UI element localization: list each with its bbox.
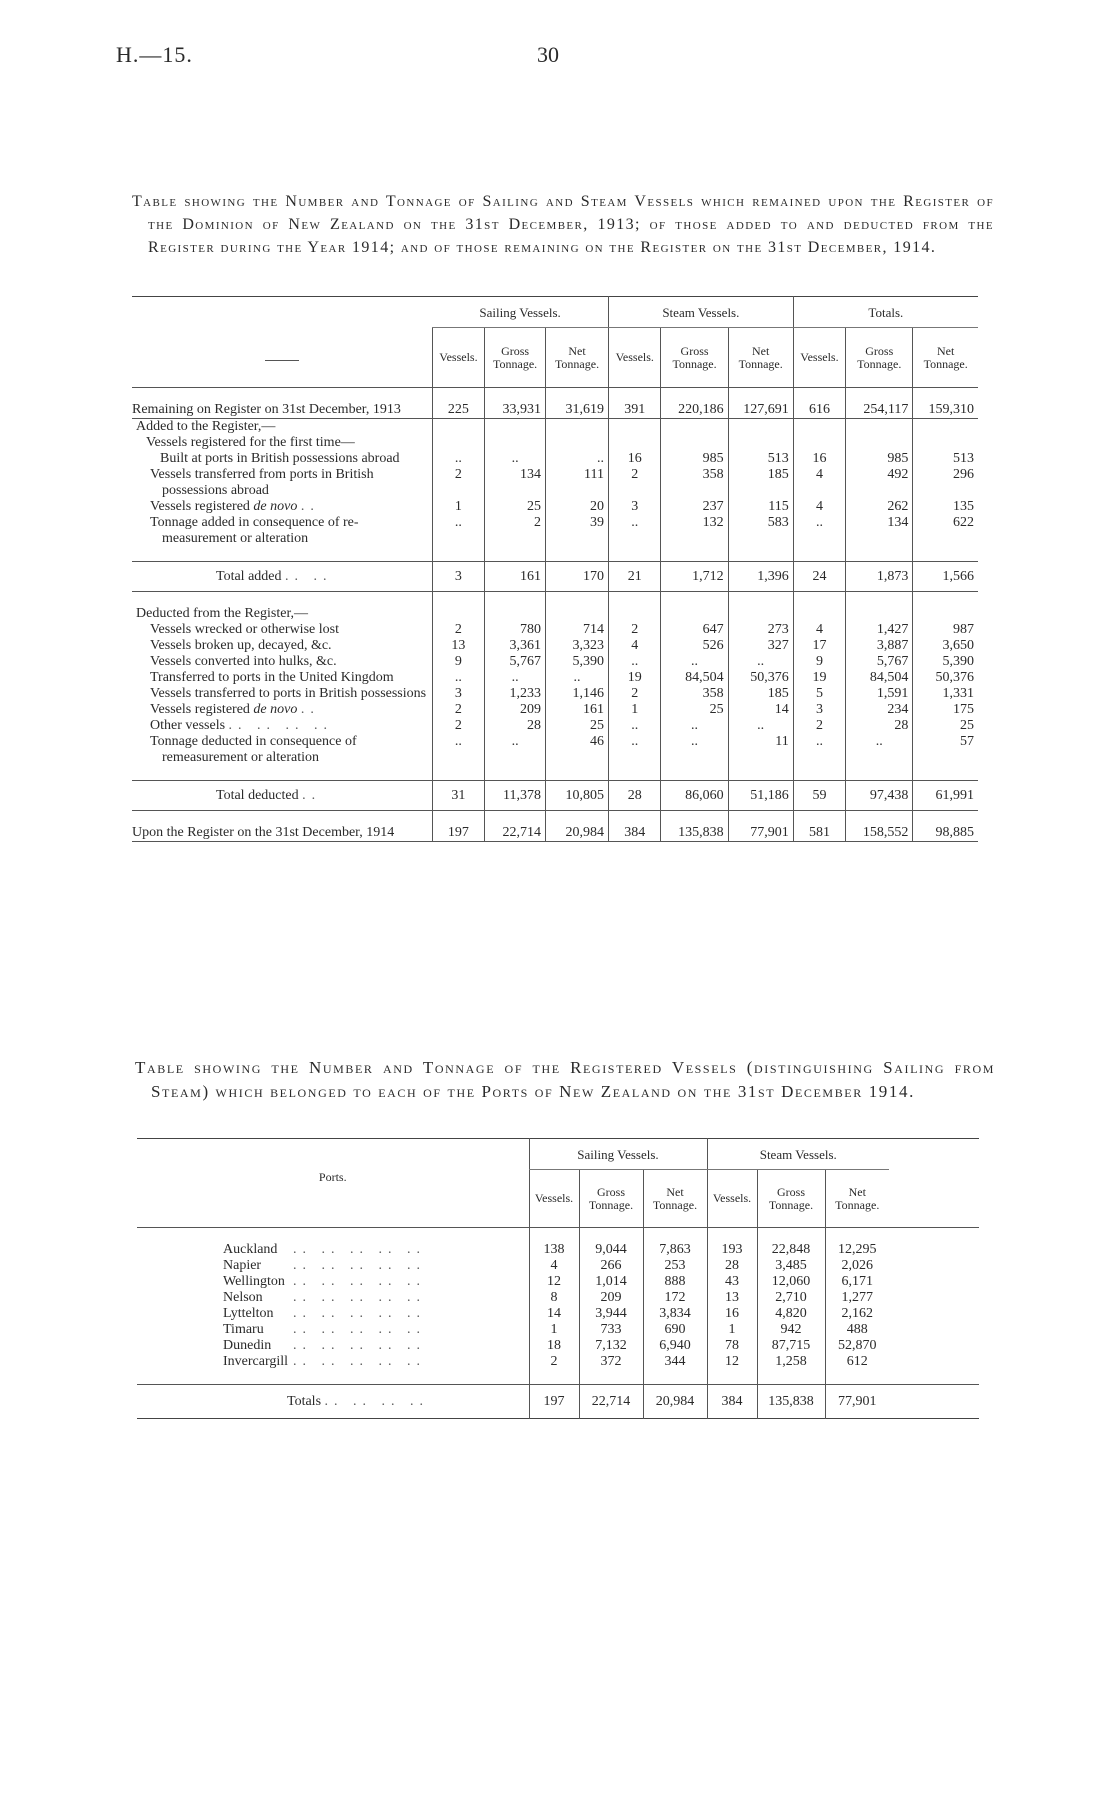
col-header: Net Tonnage. xyxy=(643,1170,707,1228)
cell: 28 xyxy=(485,718,546,734)
cell: 31 xyxy=(432,781,484,811)
table-row xyxy=(132,622,978,638)
label-header xyxy=(132,328,432,388)
cell: 2 xyxy=(793,718,845,734)
cell: 111 xyxy=(546,467,609,499)
cell: 11 xyxy=(728,734,793,766)
cell: 31,619 xyxy=(546,402,609,419)
cell: 358 xyxy=(661,686,728,702)
cell: 5,767 xyxy=(846,654,913,670)
cell: 1,591 xyxy=(846,686,913,702)
subheading: Vessels registered for the first time— xyxy=(146,435,355,450)
cell: 358 xyxy=(661,467,728,499)
cell: .. xyxy=(485,451,546,467)
cell: 513 xyxy=(728,451,793,467)
cell: 2,162 xyxy=(825,1306,889,1322)
row-label: Tonnage deducted in consequence of remeasurement or alteration xyxy=(150,734,357,765)
cell: 209 xyxy=(579,1290,643,1306)
port-label: Timaru xyxy=(223,1322,264,1337)
cell: 2 xyxy=(432,718,484,734)
cell: 25 xyxy=(485,499,546,515)
cell: 134 xyxy=(485,467,546,499)
cell: 254,117 xyxy=(846,402,913,419)
cell: 5 xyxy=(793,686,845,702)
cell: 253 xyxy=(643,1258,707,1274)
cell: 22,714 xyxy=(579,1385,643,1419)
cell: .. xyxy=(546,451,609,467)
cell: 9 xyxy=(432,654,484,670)
steam-group-header: Steam Vessels. xyxy=(609,297,794,328)
cell: 3 xyxy=(793,702,845,718)
cell: 28 xyxy=(609,781,661,811)
cell: 3,361 xyxy=(485,638,546,654)
cell: 50,376 xyxy=(913,670,978,686)
cell: 46 xyxy=(546,734,609,766)
cell: .. xyxy=(661,654,728,670)
cell: 1,233 xyxy=(485,686,546,702)
cell: 172 xyxy=(643,1290,707,1306)
cell: 21 xyxy=(609,562,661,592)
cell: 488 xyxy=(825,1322,889,1338)
cell: .. xyxy=(432,451,484,467)
cell: 888 xyxy=(643,1274,707,1290)
page-number: 30 xyxy=(537,42,559,67)
port-name: Auckland .. .. .. .. .. xyxy=(223,1242,426,1257)
port-label: Invercargill xyxy=(223,1354,289,1369)
port-name: Wellington .. .. .. .. .. xyxy=(223,1274,426,1289)
cell: 780 xyxy=(485,622,546,638)
cell: 3 xyxy=(609,499,661,515)
cell: 22,714 xyxy=(485,825,546,842)
cell: 3,834 xyxy=(643,1306,707,1322)
cell: 5,767 xyxy=(485,654,546,670)
row-label: Upon the Register on the 31st December, 1914 xyxy=(132,825,432,842)
cell: 17 xyxy=(793,638,845,654)
sailing-group-header: Sailing Vessels. xyxy=(432,297,608,328)
cell: .. xyxy=(846,734,913,766)
cell: 16 xyxy=(609,451,661,467)
table-row xyxy=(137,1306,979,1322)
cell: 185 xyxy=(728,686,793,702)
cell: .. xyxy=(661,718,728,734)
section-heading-row xyxy=(132,419,978,436)
cell: 7,132 xyxy=(579,1338,643,1354)
cell: 1,396 xyxy=(728,562,793,592)
cell: 24 xyxy=(793,562,845,592)
table-row xyxy=(132,654,978,670)
cell: 135,838 xyxy=(757,1385,825,1419)
cell: 138 xyxy=(529,1242,579,1258)
cell: .. xyxy=(793,515,845,547)
cell: 3,650 xyxy=(913,638,978,654)
cell: 12,060 xyxy=(757,1274,825,1290)
cell: 2 xyxy=(485,515,546,547)
cell: 1 xyxy=(707,1322,757,1338)
cell: 6,171 xyxy=(825,1274,889,1290)
cell: 2 xyxy=(432,467,484,499)
cell: 13 xyxy=(707,1290,757,1306)
table-row xyxy=(137,1338,979,1354)
cell: 3,887 xyxy=(846,638,913,654)
col-header: Vessels. xyxy=(707,1170,757,1228)
cell: .. xyxy=(793,734,845,766)
cell: 135,838 xyxy=(661,825,728,842)
cell: 2 xyxy=(609,467,661,499)
table2-caption: Table showing the Number and Tonnage of the Registered Vessels (distinguishing Sailing from Steam) which belonged to each of the Ports of New Zealand on the 31st December 1914. xyxy=(135,1058,995,1101)
cell: 391 xyxy=(609,402,661,419)
table-row xyxy=(137,1290,979,1306)
table-row xyxy=(137,1274,979,1290)
cell: 14 xyxy=(728,702,793,718)
cell: 273 xyxy=(728,622,793,638)
cell: 77,901 xyxy=(728,825,793,842)
cell: 20 xyxy=(546,499,609,515)
blank-header xyxy=(132,297,432,328)
cell: 733 xyxy=(579,1322,643,1338)
vessel-register-table xyxy=(132,296,978,842)
sailing-group-header: Sailing Vessels. xyxy=(529,1139,707,1170)
cell: 4 xyxy=(529,1258,579,1274)
table-row xyxy=(132,467,978,499)
port-name: Lyttelton .. .. .. .. .. xyxy=(223,1306,426,1321)
cell: 78 xyxy=(707,1338,757,1354)
cell: 61,991 xyxy=(913,781,978,811)
col-header: Net Tonnage. xyxy=(728,328,793,388)
cell: 158,552 xyxy=(846,825,913,842)
cell: .. xyxy=(432,734,484,766)
cell: 11,378 xyxy=(485,781,546,811)
cell: 262 xyxy=(846,499,913,515)
cell: 234 xyxy=(846,702,913,718)
cell: 25 xyxy=(546,718,609,734)
cell: 197 xyxy=(432,825,484,842)
table-row xyxy=(132,734,978,766)
cell: 1 xyxy=(529,1322,579,1338)
row-label: Total added .. .. xyxy=(132,562,432,592)
cell: 161 xyxy=(485,562,546,592)
row-label-text: Other vessels xyxy=(150,718,226,733)
cell: 1 xyxy=(432,499,484,515)
row-label: Transferred to ports in the United Kingdom xyxy=(150,670,394,685)
port-label: Napier xyxy=(223,1258,262,1273)
row-label-italic: de novo xyxy=(253,499,298,514)
port-name: Invercargill .. .. .. .. .. xyxy=(223,1354,426,1369)
cell: 97,438 xyxy=(846,781,913,811)
cell: 985 xyxy=(846,451,913,467)
col-header: Gross Tonnage. xyxy=(846,328,913,388)
cell: 344 xyxy=(643,1354,707,1370)
table-row xyxy=(132,718,978,734)
cell: 492 xyxy=(846,467,913,499)
row-label: Total deducted .. xyxy=(132,781,432,811)
cell: 2,026 xyxy=(825,1258,889,1274)
table-row xyxy=(132,638,978,654)
cell: .. xyxy=(728,654,793,670)
port-label: Nelson xyxy=(223,1290,263,1305)
cell: 170 xyxy=(546,562,609,592)
cell: 2 xyxy=(609,686,661,702)
cell: 6,940 xyxy=(643,1338,707,1354)
cell: 13 xyxy=(432,638,484,654)
cell: 12,295 xyxy=(825,1242,889,1258)
row-label: Vessels registered de novo .. xyxy=(150,702,320,717)
cell: 220,186 xyxy=(661,402,728,419)
cell: 4 xyxy=(609,638,661,654)
steam-group-header: Steam Vessels. xyxy=(707,1139,889,1170)
cell: 296 xyxy=(913,467,978,499)
totals-label: Totals .. .. .. .. xyxy=(137,1385,529,1419)
cell: 4 xyxy=(793,499,845,515)
cell: 175 xyxy=(913,702,978,718)
row-label: Vessels broken up, decayed, &c. xyxy=(150,638,332,653)
cell: 39 xyxy=(546,515,609,547)
port-label: Auckland xyxy=(223,1242,278,1257)
totals-row xyxy=(137,1385,979,1419)
cell: 3 xyxy=(432,562,484,592)
cell: 2 xyxy=(432,702,484,718)
row-label-text: Vessels registered xyxy=(150,499,250,514)
cell: 714 xyxy=(546,622,609,638)
table-row xyxy=(137,1322,979,1338)
cell: 3,323 xyxy=(546,638,609,654)
cell: 942 xyxy=(757,1322,825,1338)
cell: 193 xyxy=(707,1242,757,1258)
table-row xyxy=(132,702,978,718)
total-deducted-label: Total deducted xyxy=(216,787,299,803)
cell: 84,504 xyxy=(661,670,728,686)
cell: 51,186 xyxy=(728,781,793,811)
cell: 5,390 xyxy=(913,654,978,670)
cell: 98,885 xyxy=(913,825,978,842)
cell: 3,944 xyxy=(579,1306,643,1322)
port-name: Dunedin .. .. .. .. .. xyxy=(223,1338,426,1353)
cell: .. xyxy=(546,670,609,686)
cell: 8 xyxy=(529,1290,579,1306)
col-header: Vessels. xyxy=(432,328,484,388)
row-label: Vessels transferred to ports in British possessions xyxy=(150,686,427,701)
cell: 22,848 xyxy=(757,1242,825,1258)
cell: 16 xyxy=(793,451,845,467)
cell: .. xyxy=(609,515,661,547)
ports-table xyxy=(137,1138,979,1419)
cell: 384 xyxy=(707,1385,757,1419)
cell: 197 xyxy=(529,1385,579,1419)
cell: 1,146 xyxy=(546,686,609,702)
cell: 25 xyxy=(913,718,978,734)
cell: 1,277 xyxy=(825,1290,889,1306)
cell: 87,715 xyxy=(757,1338,825,1354)
cell: 84,504 xyxy=(846,670,913,686)
cell: 12 xyxy=(707,1354,757,1370)
port-name: Timaru .. .. .. .. .. xyxy=(223,1322,426,1337)
port-name: Napier .. .. .. .. .. xyxy=(223,1258,426,1273)
cell: 327 xyxy=(728,638,793,654)
cell: 115 xyxy=(728,499,793,515)
cell: 581 xyxy=(793,825,845,842)
cell: 372 xyxy=(579,1354,643,1370)
final-row xyxy=(132,825,978,842)
col-header: Vessels. xyxy=(793,328,845,388)
table-row xyxy=(132,499,978,515)
col-header: Gross Tonnage. xyxy=(485,328,546,388)
cell: 266 xyxy=(579,1258,643,1274)
subheading-row xyxy=(132,435,978,451)
row-label: Vessels transferred from ports in British possessions abroad xyxy=(150,467,374,498)
cell: 1,873 xyxy=(846,562,913,592)
cell: 57 xyxy=(913,734,978,766)
port-name: Nelson .. .. .. .. .. xyxy=(223,1290,426,1305)
cell: 52,870 xyxy=(825,1338,889,1354)
cell: 10,805 xyxy=(546,781,609,811)
cell: 135 xyxy=(913,499,978,515)
row-label-text: Vessels registered xyxy=(150,702,250,717)
cell: .. xyxy=(485,734,546,766)
cell: 2 xyxy=(432,622,484,638)
col-header: Vessels. xyxy=(609,328,661,388)
table-row xyxy=(132,670,978,686)
cell: .. xyxy=(432,515,484,547)
cell: .. xyxy=(609,654,661,670)
cell: 50,376 xyxy=(728,670,793,686)
port-label: Wellington xyxy=(223,1274,285,1289)
cell: 3 xyxy=(432,686,484,702)
cell: 622 xyxy=(913,515,978,547)
cell: 384 xyxy=(609,825,661,842)
cell: 526 xyxy=(661,638,728,654)
row-label: Tonnage added in consequence of re-measurement or alteration xyxy=(150,515,359,546)
total-row xyxy=(132,562,978,592)
cell: .. xyxy=(728,718,793,734)
cell: 3,485 xyxy=(757,1258,825,1274)
cell: 1,566 xyxy=(913,562,978,592)
table-row xyxy=(137,1354,979,1370)
cell: 2,710 xyxy=(757,1290,825,1306)
document-reference: H.—15. xyxy=(116,42,193,67)
cell: 77,901 xyxy=(825,1385,889,1419)
cell: .. xyxy=(661,734,728,766)
section-heading-row xyxy=(132,606,978,622)
cell: 7,863 xyxy=(643,1242,707,1258)
cell: 1,258 xyxy=(757,1354,825,1370)
cell: 28 xyxy=(707,1258,757,1274)
cell: 19 xyxy=(793,670,845,686)
cell: 20,984 xyxy=(546,825,609,842)
cell: 161 xyxy=(546,702,609,718)
table-row xyxy=(132,686,978,702)
cell: 583 xyxy=(728,515,793,547)
cell: 225 xyxy=(432,402,484,419)
cell: 616 xyxy=(793,402,845,419)
table-row xyxy=(137,1258,979,1274)
cell: 12 xyxy=(529,1274,579,1290)
col-header: Gross Tonnage. xyxy=(757,1170,825,1228)
cell: 14 xyxy=(529,1306,579,1322)
cell: 19 xyxy=(609,670,661,686)
port-label: Dunedin xyxy=(223,1338,272,1353)
table-row xyxy=(137,1242,979,1258)
cell: 28 xyxy=(846,718,913,734)
cell: 59 xyxy=(793,781,845,811)
cell: 20,984 xyxy=(643,1385,707,1419)
cell: 1,712 xyxy=(661,562,728,592)
row-label: Remaining on Register on 31st December, 1913 xyxy=(132,402,432,419)
cell: 4 xyxy=(793,622,845,638)
port-label: Lyttelton xyxy=(223,1306,274,1321)
cell: 4,820 xyxy=(757,1306,825,1322)
row-label: Vessels registered de novo .. xyxy=(150,499,320,514)
row-label: Other vessels .. .. .. .. xyxy=(150,718,334,733)
col-header: Net Tonnage. xyxy=(913,328,978,388)
section-heading: Deducted from the Register,— xyxy=(136,606,309,621)
total-row xyxy=(132,781,978,811)
cell: 1 xyxy=(609,702,661,718)
table-row xyxy=(132,402,978,419)
row-label: Built at ports in British possessions abroad xyxy=(160,451,400,466)
cell: .. xyxy=(609,734,661,766)
col-header: Vessels. xyxy=(529,1170,579,1228)
total-added-label: Total added xyxy=(216,568,282,584)
cell: 1,427 xyxy=(846,622,913,638)
cell: 5,390 xyxy=(546,654,609,670)
col-header: Net Tonnage. xyxy=(825,1170,889,1228)
cell: 134 xyxy=(846,515,913,547)
row-label: Vessels converted into hulks, &c. xyxy=(150,654,337,669)
cell: 86,060 xyxy=(661,781,728,811)
cell: 9 xyxy=(793,654,845,670)
cell: 25 xyxy=(661,702,728,718)
totals-group-header: Totals. xyxy=(793,297,978,328)
ports-header: Ports. xyxy=(318,1170,347,1184)
table-row xyxy=(132,515,978,547)
row-label-italic: de novo xyxy=(253,702,298,717)
cell: 9,044 xyxy=(579,1242,643,1258)
cell: 159,310 xyxy=(913,402,978,419)
col-header: Gross Tonnage. xyxy=(579,1170,643,1228)
cell: 1,014 xyxy=(579,1274,643,1290)
cell: 1,331 xyxy=(913,686,978,702)
cell: 209 xyxy=(485,702,546,718)
cell: 4 xyxy=(793,467,845,499)
totals-label-text: Totals xyxy=(287,1393,322,1409)
cell: 2 xyxy=(609,622,661,638)
section-heading: Added to the Register,— xyxy=(136,419,276,434)
cell: 127,691 xyxy=(728,402,793,419)
cell: 513 xyxy=(913,451,978,467)
cell: 185 xyxy=(728,467,793,499)
cell: .. xyxy=(432,670,484,686)
col-header: Gross Tonnage. xyxy=(661,328,728,388)
cell: 33,931 xyxy=(485,402,546,419)
cell: 16 xyxy=(707,1306,757,1322)
table-row xyxy=(132,451,978,467)
cell: 2 xyxy=(529,1354,579,1370)
cell: 237 xyxy=(661,499,728,515)
table1-caption: Table showing the Number and Tonnage of Sailing and Steam Vessels which remained upon the Register of the Dominion of New Zealand on the 31st December, 1913; of those added to and deducted from the Register during the Year 1914; and of those remaining on the Register on the 31st December, 1914. xyxy=(132,193,994,256)
cell: 987 xyxy=(913,622,978,638)
cell: 18 xyxy=(529,1338,579,1354)
cell: 132 xyxy=(661,515,728,547)
cell: 690 xyxy=(643,1322,707,1338)
cell: 647 xyxy=(661,622,728,638)
row-label: Vessels wrecked or otherwise lost xyxy=(150,622,339,637)
cell: .. xyxy=(485,670,546,686)
cell: 612 xyxy=(825,1354,889,1370)
cell: .. xyxy=(609,718,661,734)
cell: 43 xyxy=(707,1274,757,1290)
cell: 985 xyxy=(661,451,728,467)
col-header: Net Tonnage. xyxy=(546,328,609,388)
